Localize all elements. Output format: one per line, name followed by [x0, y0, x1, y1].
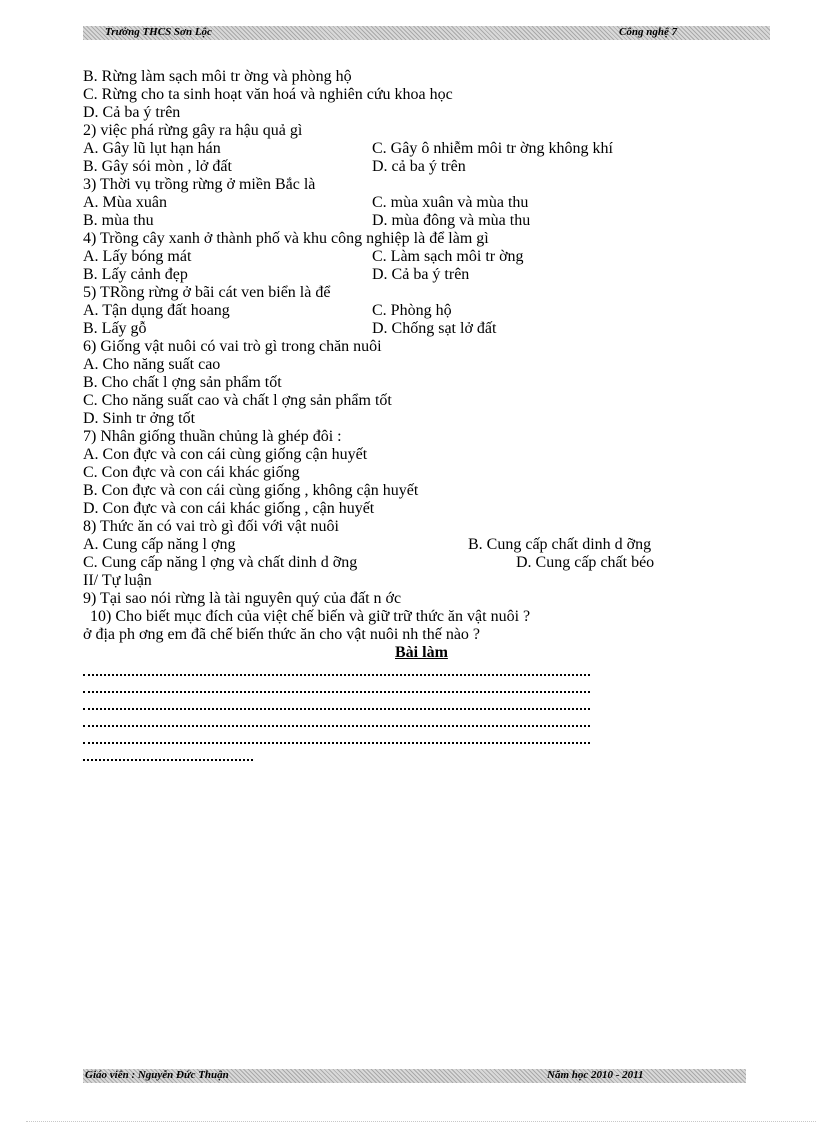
q7-question: 7) Nhân giống thuần chủng là ghép đôi : [83, 428, 342, 445]
q6-option-a: A. Cho năng suất cao [83, 356, 221, 373]
q3-option-a: A. Mùa xuân [83, 194, 167, 211]
q4-option-c: C. Làm sạch môi tr ờng [372, 248, 524, 265]
q3-question: 3) Thời vụ trồng rừng ở miền Bắc là [83, 176, 316, 193]
q2-question: 2) việc phá rừng gây ra hậu quả gì [83, 122, 303, 139]
q4-option-b: B. Lấy cảnh đẹp [83, 266, 188, 283]
q8-option-a: A. Cung cấp năng l ợng [83, 536, 236, 553]
q2-option-d: D. cả ba ý trên [372, 158, 466, 175]
q3-option-c: C. mùa xuân và mùa thu [372, 194, 529, 211]
q4-question: 4) Trồng cây xanh ở thành phố và khu công nghiệp là để làm gì [83, 230, 489, 247]
answer-title: Bài làm [395, 644, 448, 661]
q5-option-c: C. Phòng hộ [372, 302, 452, 319]
q6-option-b: B. Cho chất l ợng sản phẩm tốt [83, 374, 282, 391]
answer-line [83, 742, 590, 744]
q8-option-c: C. Cung cấp năng l ợng và chất dinh d ỡng [83, 554, 358, 571]
q7-option-c: C. Con đực và con cái khác giống [83, 464, 300, 481]
q3-option-b: B. mùa thu [83, 212, 154, 229]
q10-question-cont: ở địa ph ơng em đã chế biến thức ăn cho vật nuôi nh thế nào ? [83, 626, 481, 643]
answer-line [83, 674, 590, 676]
answer-line [83, 759, 253, 761]
essay-heading: II/ Tự luận [83, 572, 152, 589]
header-school: Trường THCS Sơn Lộc [105, 26, 212, 38]
q6-option-c: C. Cho năng suất cao và chất l ợng sản phẩm tốt [83, 392, 392, 409]
q10-question: 10) Cho biết mục đích của việt chế biến và giữ trữ thức ăn vật nuôi ? [90, 608, 531, 625]
q9-question: 9) Tại sao nói rừng là tài nguyên quý của đất n ớc [83, 590, 402, 607]
q6-option-d: D. Sinh tr ởng tốt [83, 410, 196, 427]
q8-option-d: D. Cung cấp chất béo [516, 554, 655, 571]
answer-line [83, 708, 590, 710]
q5-question: 5) TRồng rừng ở bãi cát ven biển là để [83, 284, 331, 301]
q1-option-c: C. Rừng cho ta sinh hoạt văn hoá và nghiên cứu khoa học [83, 86, 453, 103]
q1-option-b: B. Rừng làm sạch môi tr ờng và phòng hộ [83, 68, 352, 85]
header-subject: Công nghệ 7 [619, 26, 678, 38]
q5-option-a: A. Tận dụng đất hoang [83, 302, 230, 319]
q7-option-d: D. Con đực và con cái khác giống , cận huyết [83, 500, 375, 517]
q8-question: 8) Thức ăn có vai trò gì đối với vật nuôi [83, 518, 339, 535]
answer-line [83, 725, 590, 727]
q4-option-d: D. Cả ba ý trên [372, 266, 470, 283]
footer-teacher: Giáo viên : Nguyễn Đức Thuận [85, 1069, 229, 1081]
answer-line [83, 691, 590, 693]
q1-option-d: D. Cả ba ý trên [83, 104, 181, 121]
page-footer [83, 1069, 746, 1083]
q3-option-d: D. mùa đông và mùa thu [372, 212, 531, 229]
q7-option-a: A. Con đực và con cái cùng giống cận huyết [83, 446, 368, 463]
q5-option-d: D. Chống sạt lở đất [372, 320, 497, 337]
q7-option-b: B. Con đực và con cái cùng giống , không cận huyết [83, 482, 419, 499]
q4-option-a: A. Lấy bóng mát [83, 248, 192, 265]
q8-option-b: B. Cung cấp chất dinh d ỡng [468, 536, 652, 553]
page-header [83, 26, 770, 40]
footer-school-year: Năm học 2010 - 2011 [547, 1069, 644, 1081]
q6-question: 6) Giống vật nuôi có vai trò gì trong chăn nuôi [83, 338, 382, 355]
page-edge-divider [26, 1121, 816, 1122]
q2-option-a: A. Gây lũ lụt hạn hán [83, 140, 221, 157]
q2-option-c: C. Gây ô nhiễm môi tr ờng không khí [372, 140, 613, 157]
q2-option-b: B. Gây sói mòn , lở đất [83, 158, 232, 175]
q5-option-b: B. Lấy gỗ [83, 320, 147, 337]
